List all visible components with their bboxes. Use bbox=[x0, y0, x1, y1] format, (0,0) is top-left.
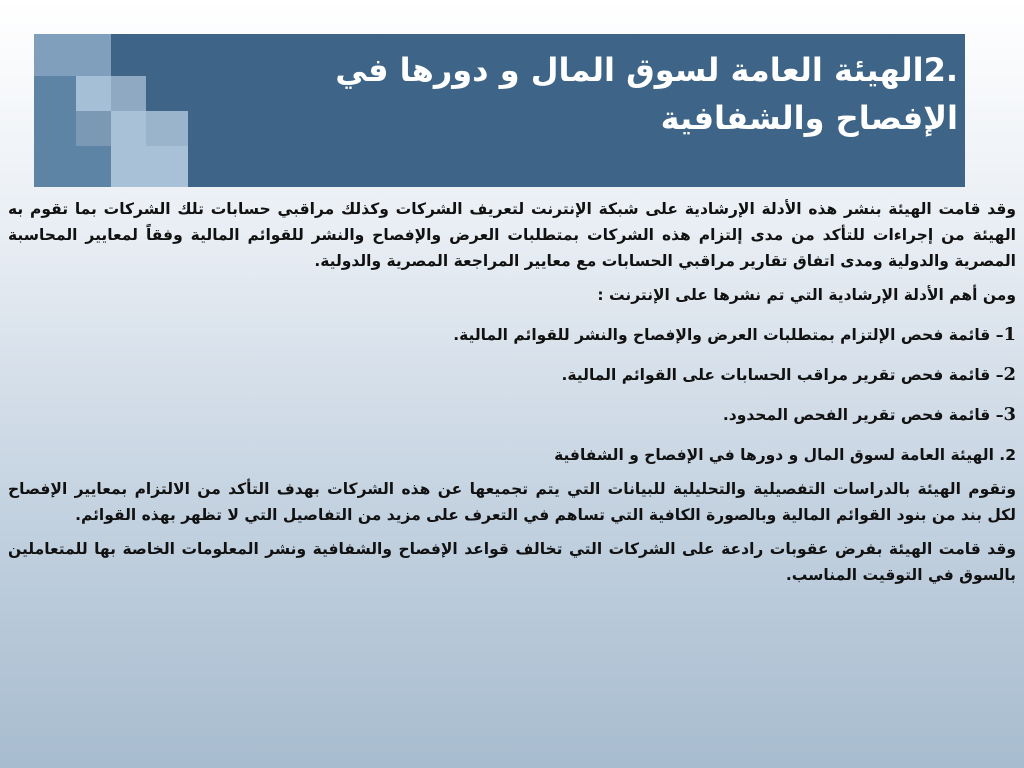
paragraph-penalties: وقد قامت الهيئة بفرض عقوبات رادعة على الشركات التي تخالف قواعد الإفصاح والشفافية ونشر المعلومات الخاصة بها للمتعاملين بالسوق في التوقيت المناسب. bbox=[8, 540, 1016, 584]
decor-square bbox=[76, 76, 111, 111]
section-heading: 2. الهيئة العامة لسوق المال و دورها في الإفصاح و الشفافية bbox=[554, 446, 1016, 464]
slide-title bbox=[198, 46, 958, 142]
paragraph-analysis: وتقوم الهيئة بالدراسات التفصيلية والتحليلية للبيانات التي يتم تجميعها عن هذه الشركات بهدف التأكد من الالتزام بمعايير الإفصاح لكل بند من بنود القوائم المالية وبالصورة الكافية التي تساهم في التعرف على مزيد من التفاصيل التي لا تظهر بهذه القوائم. bbox=[8, 480, 1016, 524]
list-item-text: – قائمة فحص الإلتزام بمتطلبات العرض والإفصاح والنشر للقوائم المالية. bbox=[453, 326, 1004, 344]
list-intro: ومن أهم الأدلة الإرشادية التي تم نشرها على الإنترنت : bbox=[597, 286, 1016, 304]
slide-body bbox=[8, 196, 1016, 588]
list-item bbox=[8, 322, 1016, 348]
list-item-number: 2 bbox=[1003, 364, 1016, 385]
list-item bbox=[8, 362, 1016, 388]
decor-square bbox=[76, 111, 111, 146]
decor-square bbox=[146, 111, 188, 146]
list-item-number: 3 bbox=[1003, 404, 1016, 425]
slide-title-line-2: الإفصاح والشفافية bbox=[660, 99, 958, 137]
slide-title-line-1: .2الهيئة العامة لسوق المال و دورها في bbox=[335, 51, 958, 89]
decor-square bbox=[111, 76, 146, 111]
list-item-text: – قائمة فحص تقرير مراقب الحسابات على القوائم المالية. bbox=[561, 366, 1004, 384]
list-item bbox=[8, 402, 1016, 428]
paragraph-intro: وقد قامت الهيئة بنشر هذه الأدلة الإرشادية على شبكة الإنترنت لتعريف الشركات وكذلك مراقبي حسابات تلك الشركات بما تقوم به الهيئة من إجراءات للتأكد من مدى إلتزام هذه الشركات بمتطلبات العرض والإفصاح والنشر للقوائم المالية وفقاً لمعايير المحاسبة المصرية والدولية ومدى اتفاق تقارير مراقبي الحسابات مع معايير المراجعة المصرية والدولية. bbox=[8, 200, 1016, 270]
list-item-number: 1 bbox=[1003, 324, 1016, 345]
list-item-text: – قائمة فحص تقرير الفحص المحدود. bbox=[722, 406, 1004, 424]
decor-square bbox=[34, 34, 111, 76]
